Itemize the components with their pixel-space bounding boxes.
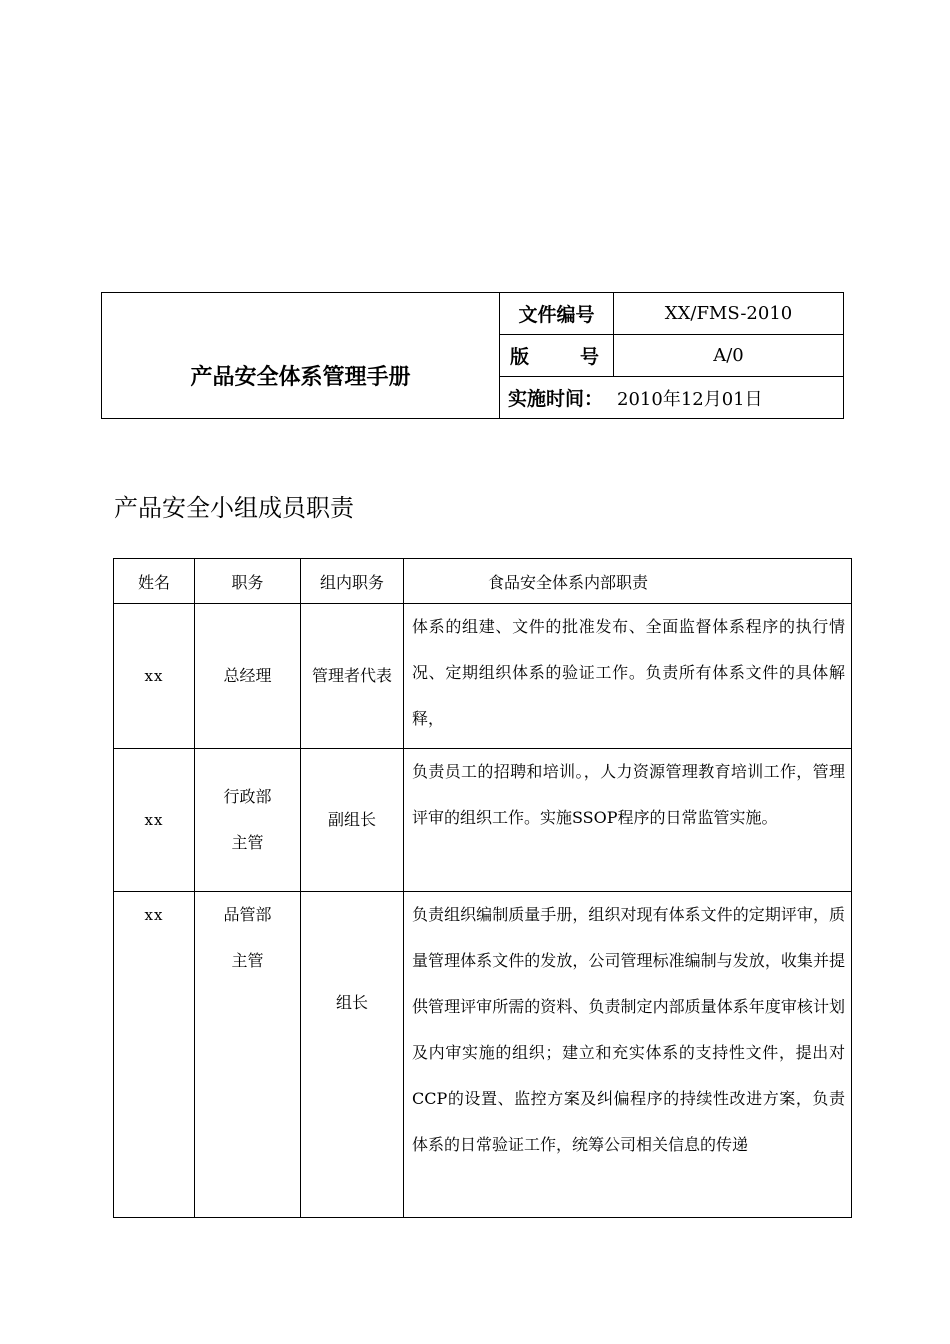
member-duty: 负责员工的招聘和培训。，人力资源管理教育培训工作，管理评审的组织工作。实施SSOP程序的日常监管实施。 — [404, 749, 852, 892]
member-position: 品管部主管 — [195, 892, 301, 1218]
document-title: 产品安全体系管理手册 — [102, 293, 500, 419]
effective-date-cell — [500, 377, 844, 419]
responsibility-table — [113, 558, 852, 1218]
member-position: 总经理 — [195, 604, 301, 749]
version-value: A/0 — [614, 335, 844, 377]
column-header-position: 职务 — [195, 559, 301, 604]
member-duty: 体系的组建、文件的批准发布、全面监督体系程序的执行情况、定期组织体系的验证工作。负责所有体系文件的具体解释， — [404, 604, 852, 749]
column-header-duty: 食品安全体系内部职责 — [404, 559, 852, 604]
table-row — [114, 892, 852, 1218]
table-header-row — [114, 559, 852, 604]
version-label-a: 版 — [510, 346, 530, 368]
member-group-role: 组长 — [301, 892, 404, 1218]
member-name: xx — [114, 749, 195, 892]
member-name: xx — [114, 604, 195, 749]
effective-date-value: 2010年12月01日 — [617, 389, 763, 410]
version-label — [500, 335, 614, 377]
member-position: 行政部主管 — [195, 749, 301, 892]
member-group-role: 管理者代表 — [301, 604, 404, 749]
column-header-name: 姓名 — [114, 559, 195, 604]
version-label-b: 号 — [579, 346, 599, 368]
table-row — [114, 749, 852, 892]
table-row — [114, 604, 852, 749]
section-heading: 产品安全小组成员职责 — [114, 494, 354, 522]
member-duty: 负责组织编制质量手册，组织对现有体系文件的定期评审，质量管理体系文件的发放，公司管理标准编制与发放，收集并提供管理评审所需的资料、负责制定内部质量体系年度审核计划及内审实施的组织；建立和充实体系的支持性文件，提出对CCP的设置、监控方案及纠偏程序的持续性改进方案，负责体系的日常验证工作，统筹公司相关信息的传递 — [404, 892, 852, 1218]
effective-date-label: 实施时间： — [508, 388, 604, 410]
member-name: xx — [114, 892, 195, 1218]
doc-number-value: XX/FMS-2010 — [614, 293, 844, 335]
column-header-group-role: 组内职务 — [301, 559, 404, 604]
member-group-role: 副组长 — [301, 749, 404, 892]
doc-number-label: 文件编号 — [500, 293, 614, 335]
document-header-table — [101, 292, 844, 419]
